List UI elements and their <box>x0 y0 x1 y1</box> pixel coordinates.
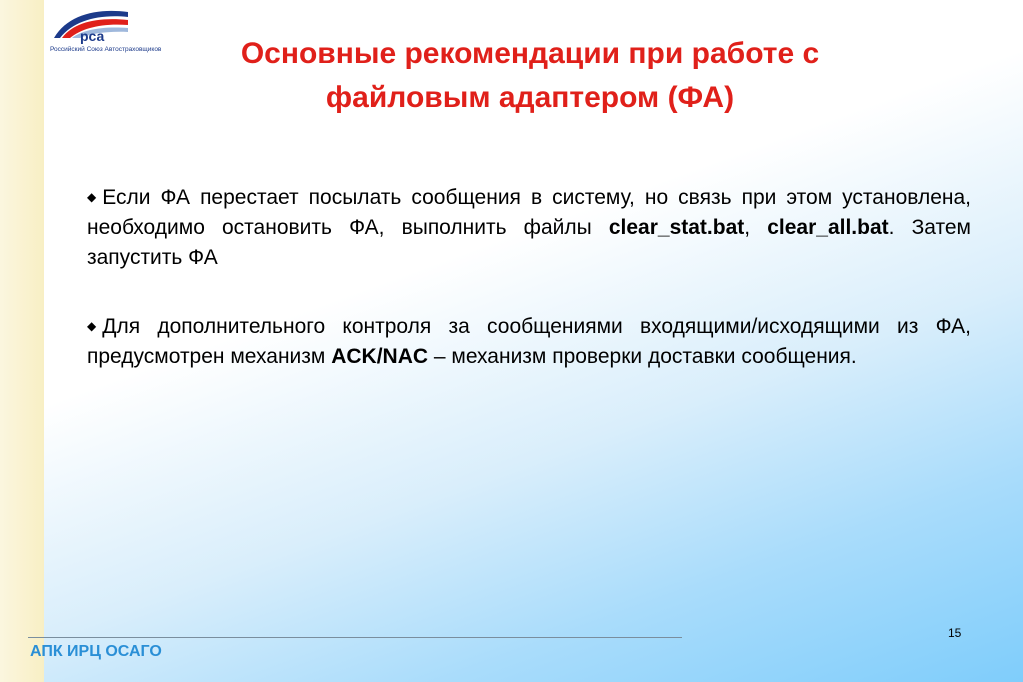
file-name-clear-stat: clear_stat.bat <box>608 216 745 239</box>
bullet-item-restart-fa <box>87 182 971 273</box>
footer-label: АПК ИРЦ ОСАГО <box>30 643 162 660</box>
logo-wordmark: рса <box>80 28 105 44</box>
slide-content <box>87 182 971 410</box>
slide-title: Основные рекомендации при работе с файловым адаптером (ФА) <box>240 37 820 114</box>
term-nac: NAC <box>382 345 429 368</box>
diamond-bullet-icon: ◆ <box>87 190 97 204</box>
bullet-text: , <box>744 216 768 239</box>
bullet-text: Если ФА перестает посылать сообщения в систему, но связь при этом установлена, необходимо остановить ФА, выполнить файлы <box>87 186 971 239</box>
footer-divider <box>28 637 682 638</box>
logo-caption: Российский Союз Автостраховщиков <box>50 46 162 53</box>
bullet-text: . Затем запустить ФА <box>87 216 971 269</box>
bullet-text: Для дополнительного контроля за сообщениями входящими/исходящими из ФА, предусмотрен механизм <box>87 315 971 368</box>
term-ack: ACK <box>331 345 377 368</box>
rsa-logo <box>50 8 180 58</box>
diamond-bullet-icon: ◆ <box>87 319 97 333</box>
bullet-item-ack-nac <box>87 311 971 372</box>
page-number: 15 <box>948 626 962 640</box>
file-name-clear-all: clear_all.bat <box>767 216 889 239</box>
left-decorative-stripe <box>0 0 44 682</box>
bullet-text: – механизм проверки доставки сообщения. <box>428 345 857 368</box>
term-slash: / <box>376 345 383 368</box>
